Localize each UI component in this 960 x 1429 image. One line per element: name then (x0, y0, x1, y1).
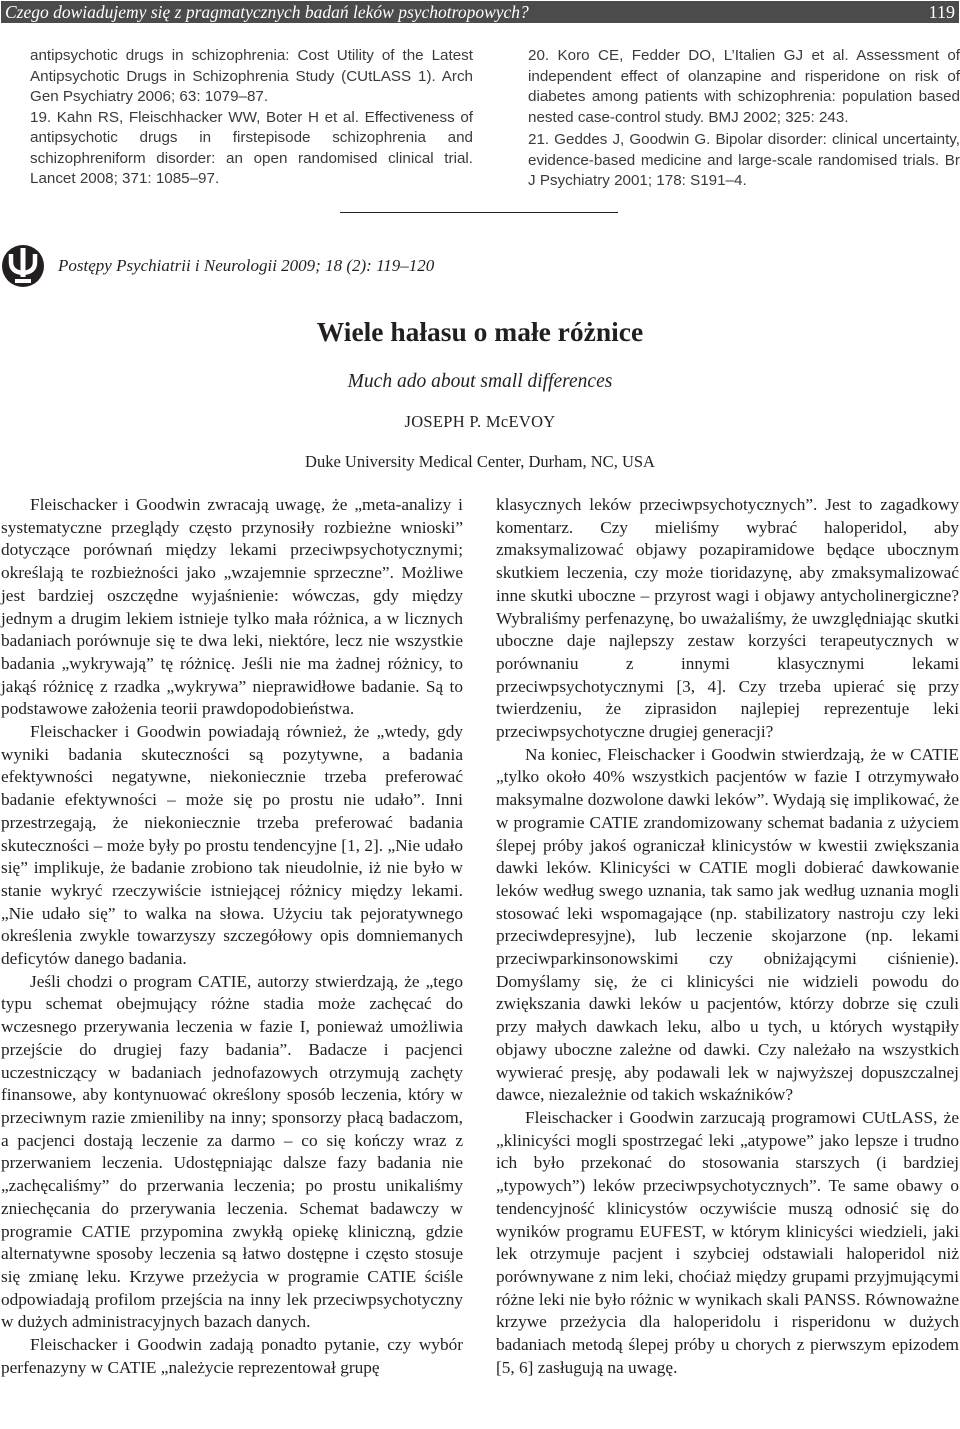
references-right-column (528, 46, 960, 194)
body-left-column (1, 494, 463, 1379)
journal-logo-icon (1, 244, 45, 288)
journal-line (1, 244, 434, 288)
body-paragraph: Fleischacker i Goodwin powiadają również, że „wtedy, gdy wyniki badania skuteczności są pozytywne, a badania efektywności negatywne, niekoniecznie trzeba preferować badanie efektywności – może się po prostu nie udało”. Inni przestrzegają, że niekoniecznie trzeba preferować badania skuteczności – może były po prostu tendencyjne [1, 2]. „Nie udało się” implikuje, że badanie zrobiono tak nieudolnie, iż nie było w stanie wykryć rzeczywiście istniejącej różnicy między lekami. „Nie udało się” to walka na słowa. Użyciu tak pejoratywnego określenia zwykle towarzyszy szczegółowy opis domniemanych deficytów danego badania. (1, 722, 463, 969)
article-title: Wiele hałasu o małe różnice (316, 316, 644, 347)
article-affiliation: Duke University Medical Center, Durham, NC, USA (305, 452, 655, 471)
body-paragraph: Fleischacker i Goodwin zarzucają programowi CUtLASS, że „klinicyści mogli spostrzegać leki „atypowe” jako lepsze i trudno ich było przekonać do stosowania starszych (i bardziej „typowych”) leków przeciwpsychotycznych”. Te same obawy o tendencyjność klinicystów oczywiście muszą odnosić się do wyników programu EUFEST, w którym klinicyści wiedzieli, jaki lek otrzymuje pacjent i szybciej odstawiali haloperidol niż porównywane z nim leki, choćiaż między grupami przyjmującymi różne leki nie było różnic w wynikach skali PANSS. Równoważne krzywe przeżycia dla haloperidolu i risperidonu w dużych badaniach metodą ślepej próby u chorych z pierwszym epizodem [5, 6] zasługują na uwagę. (496, 1107, 959, 1377)
body-paragraph: Fleischacker i Goodwin zadają ponadto pytanie, czy wybór perfenazyny w CATIE „należycie reprezentował grupę (1, 1335, 463, 1377)
journal-citation: Postępy Psychiatrii i Neurologii 2009; 18 (2): 119–120 (58, 256, 435, 275)
body-paragraph: klasycznych leków przeciwpsychotycznych”. Jest to zagadkowy komentarz. Czy mieliśmy wybrać haloperidol, aby zmaksymalizować objawy pozapiramidowe będące ubocznym skutkiem leczenia, czy może tioridazynę, aby zmaksymalizować inne skutki uboczne – przyrost wagi i objawy antycholinergiczne? Wybraliśmy perfenazynę, bo uważaliśmy, że uwzględniając skutki uboczne daje najlepszy zestaw korzyści terapeutycznych w porównaniu z innymi klasycznymi lekami przeciwpsychotycznymi [3, 4]. Czy trzeba upierać się przy twierdzeniu, że ziprasidon najlepiej reprezentuje leki przeciwpsychotyczne drugiej generacji? (496, 495, 959, 742)
reference-item: 21. Geddes J, Goodwin G. Bipolar disorder: clinical uncertainty, evidence-based medicine and large-scale randomised trials. Br J Psychiatry 2001; 178: S191–4. (528, 131, 960, 189)
body-paragraph: Na koniec, Fleischacker i Goodwin stwierdzają, że w CATIE „tylko około 40% wszystkich pacjentów w fazie I otrzymywało maksymalne dozwolone dawki leków”. Wydają się implikować, że w programie CATIE zrandomizowany schemat badania z użyciem ślepej próby jakoś ograniczał klinicystów w kwestii zwiększania dawki leków. Klinicyści w CATIE mogli dobierać dawkowanie leków według swego uznania, tak samo jak według uznania mogli stosować leki wspomagające (np. stabilizatory nastroju czy leki przeciwdepresyjne), lub leczenie skojarzone (np. lekami przeciwparkinsonowskimi czy obniżającymi ciśnienie). Domyślamy się, że ci klinicyści nie widzieli powodu do zwiększania dawki leków u pacjentów, którzy dobrze się czuli przy małych dawkach leku, albo u tych, u których wystąpiły objawy uboczne zależne od dawki. Czy należało na wszystkich wywierać presję, aby podawali lek w najwyższej dopuszczalnej dawce, niezależnie od takich wskaźników? (496, 744, 959, 1105)
page-number: 119 (928, 2, 955, 22)
article-body (1, 494, 959, 1379)
body-paragraph: Jeśli chodzi o program CATIE, autorzy stwierdzają, że „tego typu schemat obejmujący różne stadia może zachęcać do wczesnego przerywania leczenia w fazie I, ponieważ umożliwia przejście do drugiej fazy badania”. Badacze i pacjenci uczestniczący w badaniach jednofazowych otrzymują zachęty finansowe, aby kontynuować określony sposób leczenia, który w przeciwnym razie zmieniliby na inny; sponsorzy płacą badaczom, a pacjenci dostają leczenie za darmo – co się kończy wraz z przerwaniem leczenia. Udostępniając dalsze fazy badania nie „zachęcaliśmy” do przerwania leczenia; po prostu unikaliśmy zniechęcania do przerywania leczenia. Schemat badawczy w programie CATIE przypomina zwykłą opiekę kliniczną, gdzie alternatywne sposoby leczenia są łatwo dostępne i często stosuje się zmianę leku. Krzywe przeżycia w programie CATIE ściśle odpowiadają profilom przejścia na inny lek przeciwpsychotyczny w dużych administracyjnych bazach danych. (1, 971, 463, 1332)
reference-item: 19. Kahn RS, Fleischhacker WW, Boter H et al. Effectiveness of antipsychotic drugs in firstepisode schizophrenia and schizophreniform disorder: an open randomised clinical trial. Lancet 2008; 371: 1085–97. (30, 108, 473, 187)
references-left-column (30, 46, 473, 194)
article-subtitle: Much ado about small differences (347, 371, 613, 392)
article-author: JOSEPH P. McEVOY (404, 412, 556, 431)
reference-item: 20. Koro CE, Fedder DO, L’Italien GJ et al. Assessment of independent effect of olanzapine and risperidone on risk of diabetes among patients with schizophrenia: population based nested case-control study. BMJ 2002; 325: 243. (528, 47, 960, 126)
running-title: Czego dowiadujemy się z pragmatycznych badań leków psychotropowych? (5, 2, 529, 22)
section-divider (340, 212, 618, 213)
running-header (1, 1, 959, 23)
body-right-column (496, 494, 959, 1379)
references-section (30, 46, 960, 194)
reference-item: antipsychotic drugs in schizophrenia: Cost Utility of the Latest Antipsychotic Drugs in Schizophrenia Study (CUtLASS 1). Arch Gen Psychiatry 2006; 63: 1079–87. (30, 47, 473, 105)
body-paragraph: Fleischacker i Goodwin zwracają uwagę, że „meta-analizy i systematyczne przeglądy często przynosiły rozbieżne wnioski” dotyczące porównań między lekami przeciwpsychotycznymi; określają te rozbieżności jako „wzajemnie sprzeczne”. Możliwe jest bardziej oszczędne wyjaśnienie: wówczas, gdy między jednym a drugim lekiem istnieje tylko mała różnica, a w licznych badaniach porównuje się te dwa leki, niektóre, lecz nie wszystkie badania „wykrywają” tę różnicę. Jeśli nie ma żadnej różnicy, to jakąś różnicę z rzadka „wykrywa” nieprawidłowe badanie. Są to podstawowe założenia teorii prawdopodobieństwa. (1, 495, 463, 719)
